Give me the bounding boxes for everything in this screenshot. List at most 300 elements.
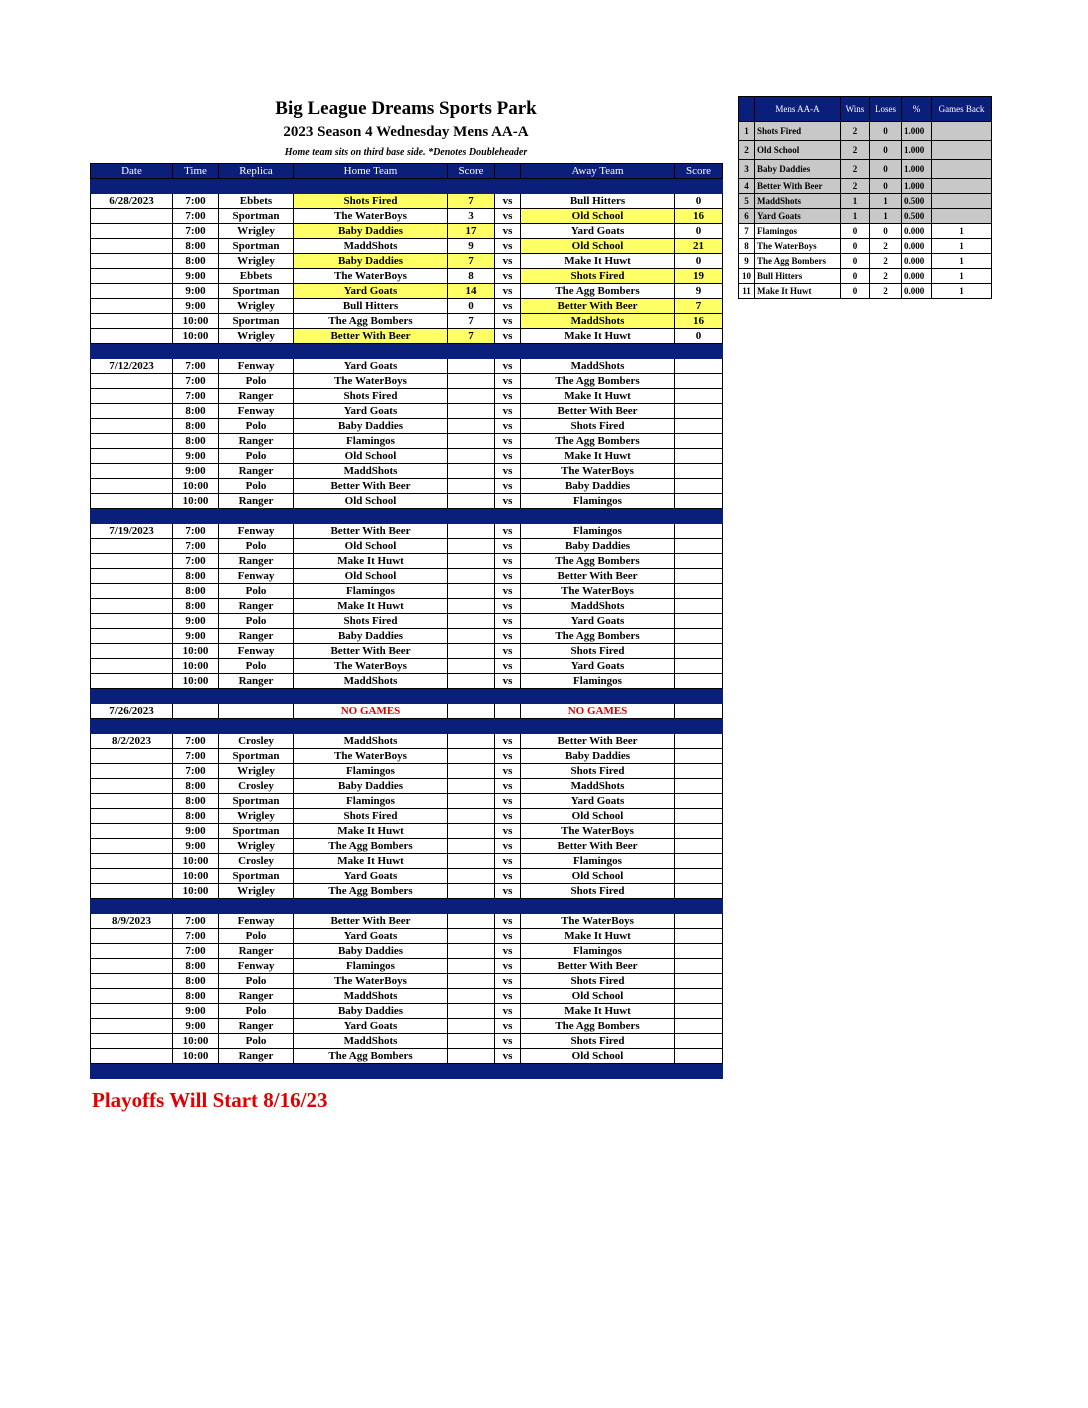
home-score xyxy=(448,539,495,554)
home-team: Shots Fired xyxy=(294,614,448,629)
away-team: MaddShots xyxy=(521,599,675,614)
away-score xyxy=(675,464,723,479)
team-loses: 0 xyxy=(870,141,902,160)
game-field: Ebbets xyxy=(219,194,294,209)
col-loses: Loses xyxy=(870,97,902,122)
schedule-body xyxy=(91,179,723,1079)
home-score xyxy=(448,659,495,674)
vs-label: vs xyxy=(495,674,521,689)
vs-label: vs xyxy=(495,569,521,584)
team-pct: 0.500 xyxy=(902,194,932,209)
away-team: Make It Huwt xyxy=(521,929,675,944)
away-team: The WaterBoys xyxy=(521,824,675,839)
away-team: Baby Daddies xyxy=(521,539,675,554)
team-pct: 0.000 xyxy=(902,224,932,239)
home-score xyxy=(448,794,495,809)
away-score xyxy=(675,584,723,599)
away-score xyxy=(675,1034,723,1049)
away-score xyxy=(675,524,723,539)
home-score xyxy=(448,989,495,1004)
home-score xyxy=(448,584,495,599)
home-score: 7 xyxy=(448,194,495,209)
away-team: The WaterBoys xyxy=(521,464,675,479)
game-date xyxy=(91,839,173,854)
away-score: 21 xyxy=(675,239,723,254)
standings-row xyxy=(739,284,992,299)
vs-label: vs xyxy=(495,284,521,299)
vs-label: vs xyxy=(495,434,521,449)
away-score xyxy=(675,479,723,494)
vs-label: vs xyxy=(495,779,521,794)
away-score xyxy=(675,419,723,434)
game-date xyxy=(91,449,173,464)
standings-row xyxy=(739,269,992,284)
home-score: 14 xyxy=(448,284,495,299)
game-row xyxy=(91,539,723,554)
game-row xyxy=(91,779,723,794)
home-score: 0 xyxy=(448,299,495,314)
away-team: Flamingos xyxy=(521,854,675,869)
home-team: The WaterBoys xyxy=(294,374,448,389)
vs-label: vs xyxy=(495,239,521,254)
separator-cell xyxy=(675,344,723,359)
game-time: 7:00 xyxy=(173,389,219,404)
game-time: 7:00 xyxy=(173,734,219,749)
game-row xyxy=(91,524,723,539)
separator-cell xyxy=(294,344,448,359)
game-date xyxy=(91,209,173,224)
game-date xyxy=(91,434,173,449)
vs-label: vs xyxy=(495,449,521,464)
vs-label: vs xyxy=(495,1034,521,1049)
home-team: Yard Goats xyxy=(294,929,448,944)
separator-cell xyxy=(219,179,294,194)
home-team: Make It Huwt xyxy=(294,554,448,569)
away-team: Old School xyxy=(521,239,675,254)
home-score xyxy=(448,404,495,419)
vs-label: vs xyxy=(495,209,521,224)
game-row xyxy=(91,254,723,269)
away-team: Shots Fired xyxy=(521,764,675,779)
home-score xyxy=(448,884,495,899)
home-score: 3 xyxy=(448,209,495,224)
col-date: Date xyxy=(91,164,173,179)
away-team: Better With Beer xyxy=(521,839,675,854)
vs-label: vs xyxy=(495,479,521,494)
separator-cell xyxy=(448,899,495,914)
separator-cell xyxy=(219,1064,294,1079)
home-team: The Agg Bombers xyxy=(294,884,448,899)
away-score xyxy=(675,659,723,674)
away-score xyxy=(675,779,723,794)
vs-label: vs xyxy=(495,269,521,284)
away-team: Make It Huwt xyxy=(521,449,675,464)
game-row xyxy=(91,959,723,974)
game-date xyxy=(91,749,173,764)
home-score xyxy=(448,764,495,779)
game-field: Fenway xyxy=(219,359,294,374)
game-date: 8/9/2023 xyxy=(91,914,173,929)
game-row xyxy=(91,419,723,434)
home-team: Better With Beer xyxy=(294,329,448,344)
home-team: MaddShots xyxy=(294,1034,448,1049)
standings-row xyxy=(739,239,992,254)
home-team: Baby Daddies xyxy=(294,944,448,959)
game-date xyxy=(91,419,173,434)
separator-cell xyxy=(521,689,675,704)
home-score xyxy=(448,839,495,854)
game-time: 8:00 xyxy=(173,584,219,599)
away-team: Flamingos xyxy=(521,944,675,959)
away-team: Yard Goats xyxy=(521,794,675,809)
col-home-score: Score xyxy=(448,164,495,179)
away-team: Yard Goats xyxy=(521,224,675,239)
team-name: Make It Huwt xyxy=(755,284,841,299)
game-field: Ranger xyxy=(219,944,294,959)
game-field: Polo xyxy=(219,614,294,629)
game-time: 7:00 xyxy=(173,929,219,944)
team-wins: 0 xyxy=(841,254,870,269)
game-field: Sportman xyxy=(219,209,294,224)
separator-cell xyxy=(294,719,448,734)
game-date xyxy=(91,329,173,344)
game-row xyxy=(91,569,723,584)
game-field: Ranger xyxy=(219,494,294,509)
team-loses: 0 xyxy=(870,160,902,179)
away-score xyxy=(675,854,723,869)
away-team: Better With Beer xyxy=(521,569,675,584)
game-time: 10:00 xyxy=(173,659,219,674)
separator-row xyxy=(91,1064,723,1079)
home-score xyxy=(448,629,495,644)
home-score xyxy=(448,704,495,719)
separator-cell xyxy=(173,509,219,524)
team-rank: 11 xyxy=(739,284,755,299)
game-date xyxy=(91,314,173,329)
page-title: Big League Dreams Sports Park xyxy=(275,98,537,119)
home-score xyxy=(448,359,495,374)
game-field: Sportman xyxy=(219,239,294,254)
game-date xyxy=(91,389,173,404)
separator-cell xyxy=(495,689,521,704)
home-team: Flamingos xyxy=(294,794,448,809)
team-loses: 2 xyxy=(870,269,902,284)
no-games-row xyxy=(91,704,723,719)
home-score: 8 xyxy=(448,269,495,284)
separator-cell xyxy=(219,719,294,734)
away-score: 19 xyxy=(675,269,723,284)
away-score xyxy=(675,644,723,659)
separator-cell xyxy=(448,344,495,359)
home-team: The Agg Bombers xyxy=(294,314,448,329)
separator-cell xyxy=(448,509,495,524)
home-team: MaddShots xyxy=(294,734,448,749)
game-date xyxy=(91,284,173,299)
game-row xyxy=(91,359,723,374)
home-score xyxy=(448,494,495,509)
game-field: Polo xyxy=(219,374,294,389)
away-team: Shots Fired xyxy=(521,644,675,659)
home-team: Baby Daddies xyxy=(294,224,448,239)
game-row xyxy=(91,839,723,854)
away-team: Make It Huwt xyxy=(521,329,675,344)
vs-label: vs xyxy=(495,599,521,614)
game-time: 8:00 xyxy=(173,779,219,794)
game-date xyxy=(91,764,173,779)
game-date xyxy=(91,869,173,884)
game-row xyxy=(91,674,723,689)
away-score xyxy=(675,809,723,824)
separator-cell xyxy=(448,689,495,704)
home-team: Old School xyxy=(294,494,448,509)
game-date xyxy=(91,794,173,809)
game-date xyxy=(91,539,173,554)
game-row xyxy=(91,389,723,404)
vs-label: vs xyxy=(495,914,521,929)
game-row xyxy=(91,734,723,749)
col-rank xyxy=(739,97,755,122)
game-time: 8:00 xyxy=(173,569,219,584)
away-team: Baby Daddies xyxy=(521,479,675,494)
separator-cell xyxy=(294,1064,448,1079)
home-team: MaddShots xyxy=(294,239,448,254)
game-time: 9:00 xyxy=(173,284,219,299)
away-score xyxy=(675,884,723,899)
away-score: 7 xyxy=(675,299,723,314)
page-subtitle: 2023 Season 4 Wednesday Mens AA-A xyxy=(283,124,529,140)
away-score xyxy=(675,539,723,554)
team-wins: 2 xyxy=(841,122,870,141)
home-score: 7 xyxy=(448,254,495,269)
game-field: Wrigley xyxy=(219,224,294,239)
game-row xyxy=(91,434,723,449)
away-team: Flamingos xyxy=(521,494,675,509)
separator-cell xyxy=(173,689,219,704)
game-field: Polo xyxy=(219,539,294,554)
game-field: Wrigley xyxy=(219,329,294,344)
away-score: 0 xyxy=(675,254,723,269)
game-row xyxy=(91,854,723,869)
game-field: Polo xyxy=(219,1004,294,1019)
separator-cell xyxy=(173,899,219,914)
game-row xyxy=(91,944,723,959)
away-score xyxy=(675,674,723,689)
home-team: Flamingos xyxy=(294,584,448,599)
home-score xyxy=(448,464,495,479)
away-team: The WaterBoys xyxy=(521,584,675,599)
separator-cell xyxy=(91,719,173,734)
game-time: 8:00 xyxy=(173,434,219,449)
game-field: Polo xyxy=(219,929,294,944)
home-score xyxy=(448,479,495,494)
away-team: Old School xyxy=(521,869,675,884)
game-time: 9:00 xyxy=(173,614,219,629)
separator-cell xyxy=(91,1064,173,1079)
separator-cell xyxy=(219,344,294,359)
home-team: Yard Goats xyxy=(294,284,448,299)
game-row xyxy=(91,479,723,494)
game-row xyxy=(91,239,723,254)
home-team: Old School xyxy=(294,449,448,464)
away-team: Better With Beer xyxy=(521,299,675,314)
game-date xyxy=(91,1034,173,1049)
away-team: Better With Beer xyxy=(521,404,675,419)
vs-label: vs xyxy=(495,494,521,509)
game-row xyxy=(91,659,723,674)
game-field: Ranger xyxy=(219,989,294,1004)
away-score xyxy=(675,959,723,974)
game-date xyxy=(91,494,173,509)
away-team: Old School xyxy=(521,989,675,1004)
team-games-back xyxy=(932,122,992,141)
away-score xyxy=(675,869,723,884)
home-score xyxy=(448,959,495,974)
away-team: The Agg Bombers xyxy=(521,434,675,449)
away-team: Make It Huwt xyxy=(521,254,675,269)
vs-label: vs xyxy=(495,524,521,539)
separator-cell xyxy=(521,719,675,734)
vs-label: vs xyxy=(495,929,521,944)
game-time: 7:00 xyxy=(173,524,219,539)
game-field: Ranger xyxy=(219,464,294,479)
game-field: Wrigley xyxy=(219,764,294,779)
game-date xyxy=(91,299,173,314)
game-date xyxy=(91,674,173,689)
game-field: Sportman xyxy=(219,284,294,299)
game-time: 7:00 xyxy=(173,944,219,959)
playoffs-notice: Playoffs Will Start 8/16/23 xyxy=(92,1088,328,1112)
home-score xyxy=(448,674,495,689)
game-field: Polo xyxy=(219,974,294,989)
col-home-team: Home Team xyxy=(294,164,448,179)
game-time: 10:00 xyxy=(173,329,219,344)
separator-row xyxy=(91,509,723,524)
game-date xyxy=(91,644,173,659)
team-name: MaddShots xyxy=(755,194,841,209)
team-wins: 0 xyxy=(841,224,870,239)
game-row xyxy=(91,929,723,944)
game-field: Polo xyxy=(219,659,294,674)
game-field: Sportman xyxy=(219,749,294,764)
game-row xyxy=(91,1049,723,1064)
away-score xyxy=(675,494,723,509)
home-team: MaddShots xyxy=(294,464,448,479)
game-time: 10:00 xyxy=(173,1034,219,1049)
game-row xyxy=(91,299,723,314)
away-team: Make It Huwt xyxy=(521,389,675,404)
away-score xyxy=(675,389,723,404)
game-time: 7:00 xyxy=(173,539,219,554)
separator-cell xyxy=(173,1064,219,1079)
game-date xyxy=(91,224,173,239)
game-date xyxy=(91,1019,173,1034)
home-team: The Agg Bombers xyxy=(294,1049,448,1064)
game-time: 10:00 xyxy=(173,644,219,659)
col-vs xyxy=(495,164,521,179)
game-field: Fenway xyxy=(219,914,294,929)
team-pct: 0.000 xyxy=(902,239,932,254)
team-wins: 1 xyxy=(841,209,870,224)
away-team: Shots Fired xyxy=(521,419,675,434)
game-time: 7:00 xyxy=(173,749,219,764)
home-team: Better With Beer xyxy=(294,479,448,494)
away-team: Yard Goats xyxy=(521,659,675,674)
game-row xyxy=(91,884,723,899)
away-team: The Agg Bombers xyxy=(521,284,675,299)
home-score xyxy=(448,809,495,824)
game-time: 8:00 xyxy=(173,959,219,974)
away-score: 0 xyxy=(675,329,723,344)
team-name: Bull Hitters xyxy=(755,269,841,284)
game-row xyxy=(91,869,723,884)
separator-row xyxy=(91,689,723,704)
game-date: 8/2/2023 xyxy=(91,734,173,749)
home-score xyxy=(448,929,495,944)
separator-cell xyxy=(219,689,294,704)
game-row xyxy=(91,314,723,329)
away-score xyxy=(675,599,723,614)
separator-cell xyxy=(173,344,219,359)
team-rank: 1 xyxy=(739,122,755,141)
team-rank: 5 xyxy=(739,194,755,209)
team-loses: 0 xyxy=(870,224,902,239)
game-field: Sportman xyxy=(219,824,294,839)
home-team: Yard Goats xyxy=(294,869,448,884)
game-field: Fenway xyxy=(219,524,294,539)
separator-cell xyxy=(294,509,448,524)
game-date xyxy=(91,854,173,869)
home-score xyxy=(448,389,495,404)
vs-label: vs xyxy=(495,194,521,209)
vs-label: vs xyxy=(495,629,521,644)
home-team: Make It Huwt xyxy=(294,599,448,614)
col-replica: Replica xyxy=(219,164,294,179)
game-time: 7:00 xyxy=(173,554,219,569)
team-rank: 3 xyxy=(739,160,755,179)
home-team: Old School xyxy=(294,539,448,554)
home-team: Make It Huwt xyxy=(294,824,448,839)
game-row xyxy=(91,1004,723,1019)
standings-row xyxy=(739,141,992,160)
team-games-back xyxy=(932,160,992,179)
game-row xyxy=(91,209,723,224)
away-score xyxy=(675,359,723,374)
team-pct: 1.000 xyxy=(902,160,932,179)
game-field: Sportman xyxy=(219,314,294,329)
game-row xyxy=(91,329,723,344)
home-team: The WaterBoys xyxy=(294,269,448,284)
home-team: The WaterBoys xyxy=(294,209,448,224)
game-date xyxy=(91,554,173,569)
team-pct: 1.000 xyxy=(902,141,932,160)
game-time: 7:00 xyxy=(173,194,219,209)
away-team: The Agg Bombers xyxy=(521,374,675,389)
game-field: Sportman xyxy=(219,794,294,809)
home-score xyxy=(448,1019,495,1034)
game-time: 10:00 xyxy=(173,869,219,884)
home-score xyxy=(448,614,495,629)
standings-body xyxy=(739,122,992,299)
game-time: 8:00 xyxy=(173,404,219,419)
vs-label xyxy=(495,704,521,719)
game-field: Polo xyxy=(219,584,294,599)
game-date xyxy=(91,659,173,674)
team-name: The Agg Bombers xyxy=(755,254,841,269)
home-score xyxy=(448,374,495,389)
vs-label: vs xyxy=(495,359,521,374)
home-team: Flamingos xyxy=(294,434,448,449)
game-date xyxy=(91,779,173,794)
